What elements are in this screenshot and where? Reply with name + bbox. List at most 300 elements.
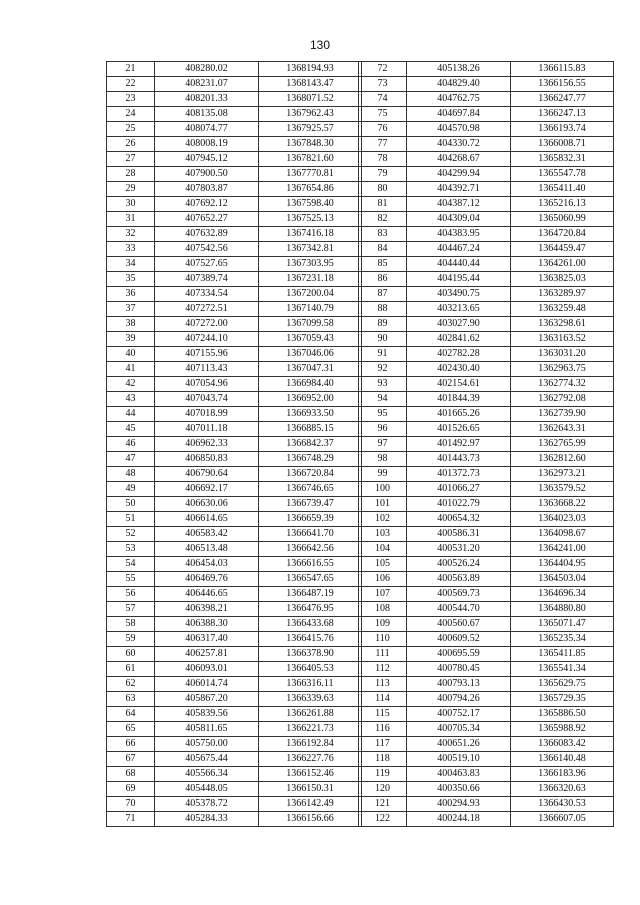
point-number-cell: 96 [359,422,407,437]
point-number-cell: 32 [107,227,155,242]
point-number-cell: 76 [359,122,407,137]
x-coordinate-cell: 407244.10 [155,332,259,347]
y-coordinate-cell: 1364098.67 [511,527,614,542]
x-coordinate-cell: 404383.95 [407,227,511,242]
x-coordinate-cell: 405839.56 [155,707,259,722]
point-number-cell: 117 [359,737,407,752]
y-coordinate-cell: 1366142.49 [259,797,362,812]
y-coordinate-cell: 1362774.32 [511,377,614,392]
table-row [359,452,614,467]
table-row [107,662,362,677]
x-coordinate-cell: 405811.65 [155,722,259,737]
point-number-cell: 62 [107,677,155,692]
point-number-cell: 54 [107,557,155,572]
point-number-cell: 110 [359,632,407,647]
table-row [359,137,614,152]
x-coordinate-cell: 400519.10 [407,752,511,767]
x-coordinate-cell: 406790.64 [155,467,259,482]
y-coordinate-cell: 1362739.90 [511,407,614,422]
x-coordinate-cell: 405867.20 [155,692,259,707]
point-number-cell: 101 [359,497,407,512]
point-number-cell: 22 [107,77,155,92]
point-number-cell: 44 [107,407,155,422]
point-number-cell: 58 [107,617,155,632]
y-coordinate-cell: 1366156.55 [511,77,614,92]
point-number-cell: 33 [107,242,155,257]
x-coordinate-cell: 402841.62 [407,332,511,347]
point-number-cell: 87 [359,287,407,302]
table-row [107,737,362,752]
x-coordinate-cell: 400244.18 [407,812,511,827]
point-number-cell: 29 [107,182,155,197]
y-coordinate-cell: 1364459.47 [511,242,614,257]
y-coordinate-cell: 1367342.81 [259,242,362,257]
table-row [107,362,362,377]
point-number-cell: 73 [359,77,407,92]
y-coordinate-cell: 1366885.15 [259,422,362,437]
x-coordinate-cell: 407527.65 [155,257,259,272]
x-coordinate-cell: 406614.65 [155,512,259,527]
point-number-cell: 70 [107,797,155,812]
y-coordinate-cell: 1366316.11 [259,677,362,692]
x-coordinate-cell: 400560.67 [407,617,511,632]
table-row [107,272,362,287]
y-coordinate-cell: 1366607.05 [511,812,614,827]
x-coordinate-cell: 407334.54 [155,287,259,302]
table-row [107,512,362,527]
x-coordinate-cell: 406850.83 [155,452,259,467]
table-row [107,227,362,242]
table-row [107,167,362,182]
y-coordinate-cell: 1364261.00 [511,257,614,272]
y-coordinate-cell: 1367848.30 [259,137,362,152]
y-coordinate-cell: 1367303.95 [259,257,362,272]
y-coordinate-cell: 1366150.31 [259,782,362,797]
y-coordinate-cell: 1366227.76 [259,752,362,767]
point-number-cell: 47 [107,452,155,467]
y-coordinate-cell: 1364503.04 [511,572,614,587]
y-coordinate-cell: 1367962.43 [259,107,362,122]
x-coordinate-cell: 404387.12 [407,197,511,212]
table-row [359,572,614,587]
y-coordinate-cell: 1363163.52 [511,332,614,347]
point-number-cell: 105 [359,557,407,572]
point-number-cell: 26 [107,137,155,152]
x-coordinate-cell: 404440.44 [407,257,511,272]
table-row [107,527,362,542]
point-number-cell: 48 [107,467,155,482]
x-coordinate-cell: 407542.56 [155,242,259,257]
x-coordinate-cell: 407692.12 [155,197,259,212]
table-row [107,797,362,812]
table-row [359,317,614,332]
point-number-cell: 55 [107,572,155,587]
y-coordinate-cell: 1363668.22 [511,497,614,512]
x-coordinate-cell: 401022.79 [407,497,511,512]
x-coordinate-cell: 405750.00 [155,737,259,752]
y-coordinate-cell: 1366183.96 [511,767,614,782]
x-coordinate-cell: 407043.74 [155,392,259,407]
x-coordinate-cell: 404829.40 [407,77,511,92]
y-coordinate-cell: 1366008.71 [511,137,614,152]
y-coordinate-cell: 1363579.52 [511,482,614,497]
table-row [107,437,362,452]
point-number-cell: 90 [359,332,407,347]
x-coordinate-cell: 402430.40 [407,362,511,377]
y-coordinate-cell: 1366933.50 [259,407,362,422]
point-number-cell: 43 [107,392,155,407]
y-coordinate-cell: 1366659.39 [259,512,362,527]
x-coordinate-cell: 407900.50 [155,167,259,182]
point-number-cell: 99 [359,467,407,482]
x-coordinate-cell: 405566.34 [155,767,259,782]
x-coordinate-cell: 406630.06 [155,497,259,512]
table-row [107,692,362,707]
x-coordinate-cell: 400609.52 [407,632,511,647]
y-coordinate-cell: 1366193.74 [511,122,614,137]
point-number-cell: 80 [359,182,407,197]
table-row [359,437,614,452]
point-number-cell: 61 [107,662,155,677]
table-row [359,167,614,182]
y-coordinate-cell: 1365060.99 [511,212,614,227]
table-row [359,737,614,752]
x-coordinate-cell: 406513.48 [155,542,259,557]
table-row [107,212,362,227]
x-coordinate-cell: 400695.59 [407,647,511,662]
x-coordinate-cell: 405378.72 [155,797,259,812]
x-coordinate-cell: 400705.34 [407,722,511,737]
table-row [359,77,614,92]
point-number-cell: 89 [359,317,407,332]
y-coordinate-cell: 1367525.13 [259,212,362,227]
point-number-cell: 95 [359,407,407,422]
y-coordinate-cell: 1367200.04 [259,287,362,302]
y-coordinate-cell: 1364023.03 [511,512,614,527]
x-coordinate-cell: 400780.45 [407,662,511,677]
point-number-cell: 52 [107,527,155,542]
table-row [107,677,362,692]
table-row [359,542,614,557]
y-coordinate-cell: 1362643.31 [511,422,614,437]
y-coordinate-cell: 1367099.58 [259,317,362,332]
table-row [359,227,614,242]
table-row [359,332,614,347]
y-coordinate-cell: 1366430.53 [511,797,614,812]
table-row [107,377,362,392]
table-row [107,122,362,137]
point-number-cell: 104 [359,542,407,557]
table-row [107,407,362,422]
point-number-cell: 49 [107,482,155,497]
point-number-cell: 107 [359,587,407,602]
y-coordinate-cell: 1368143.47 [259,77,362,92]
x-coordinate-cell: 404195.44 [407,272,511,287]
table-row [359,752,614,767]
y-coordinate-cell: 1366152.46 [259,767,362,782]
y-coordinate-cell: 1366156.66 [259,812,362,827]
table-row [359,392,614,407]
table-row [107,62,362,77]
point-number-cell: 38 [107,317,155,332]
y-coordinate-cell: 1367231.18 [259,272,362,287]
table-row [359,647,614,662]
x-coordinate-cell: 407389.74 [155,272,259,287]
y-coordinate-cell: 1366746.65 [259,482,362,497]
y-coordinate-cell: 1365832.31 [511,152,614,167]
table-row [107,137,362,152]
x-coordinate-cell: 400526.24 [407,557,511,572]
x-coordinate-cell: 406398.21 [155,602,259,617]
point-number-cell: 34 [107,257,155,272]
y-coordinate-cell: 1365411.85 [511,647,614,662]
table-row [359,767,614,782]
point-number-cell: 79 [359,167,407,182]
y-coordinate-cell: 1368071.52 [259,92,362,107]
x-coordinate-cell: 404309.04 [407,212,511,227]
y-coordinate-cell: 1366487.19 [259,587,362,602]
point-number-cell: 35 [107,272,155,287]
x-coordinate-cell: 406583.42 [155,527,259,542]
point-number-cell: 121 [359,797,407,812]
table-row [107,467,362,482]
table-row [107,722,362,737]
y-coordinate-cell: 1366415.76 [259,632,362,647]
point-number-cell: 120 [359,782,407,797]
table-row [107,632,362,647]
point-number-cell: 27 [107,152,155,167]
table-row [359,62,614,77]
y-coordinate-cell: 1366748.29 [259,452,362,467]
x-coordinate-cell: 407272.51 [155,302,259,317]
x-coordinate-cell: 406692.17 [155,482,259,497]
x-coordinate-cell: 404330.72 [407,137,511,152]
table-row [107,752,362,767]
table-row [359,302,614,317]
point-number-cell: 100 [359,482,407,497]
table-row [359,527,614,542]
x-coordinate-cell: 400531.20 [407,542,511,557]
x-coordinate-cell: 407945.12 [155,152,259,167]
y-coordinate-cell: 1366378.90 [259,647,362,662]
y-coordinate-cell: 1365411.40 [511,182,614,197]
table-row [359,602,614,617]
y-coordinate-cell: 1364720.84 [511,227,614,242]
point-number-cell: 74 [359,92,407,107]
point-number-cell: 86 [359,272,407,287]
x-coordinate-cell: 405138.26 [407,62,511,77]
point-number-cell: 119 [359,767,407,782]
x-coordinate-cell: 406446.65 [155,587,259,602]
table-row [359,92,614,107]
point-number-cell: 85 [359,257,407,272]
y-coordinate-cell: 1364241.00 [511,542,614,557]
table-row [359,797,614,812]
point-number-cell: 81 [359,197,407,212]
point-number-cell: 31 [107,212,155,227]
y-coordinate-cell: 1366320.63 [511,782,614,797]
table-row [107,782,362,797]
table-row [107,812,362,827]
table-row [359,557,614,572]
point-number-cell: 114 [359,692,407,707]
x-coordinate-cell: 408135.08 [155,107,259,122]
table-row [359,497,614,512]
x-coordinate-cell: 401066.27 [407,482,511,497]
table-row [359,377,614,392]
table-row [107,257,362,272]
table-row [359,197,614,212]
table-row [359,287,614,302]
point-number-cell: 113 [359,677,407,692]
x-coordinate-cell: 408231.07 [155,77,259,92]
table-row [107,557,362,572]
x-coordinate-cell: 408008.19 [155,137,259,152]
table-row [107,92,362,107]
point-number-cell: 106 [359,572,407,587]
x-coordinate-cell: 406962.33 [155,437,259,452]
point-number-cell: 37 [107,302,155,317]
x-coordinate-cell: 407018.99 [155,407,259,422]
y-coordinate-cell: 1366476.95 [259,602,362,617]
x-coordinate-cell: 406014.74 [155,677,259,692]
y-coordinate-cell: 1365547.78 [511,167,614,182]
y-coordinate-cell: 1367046.06 [259,347,362,362]
x-coordinate-cell: 407632.89 [155,227,259,242]
x-coordinate-cell: 406317.40 [155,632,259,647]
y-coordinate-cell: 1362812.60 [511,452,614,467]
table-row [107,587,362,602]
x-coordinate-cell: 401372.73 [407,467,511,482]
point-number-cell: 115 [359,707,407,722]
y-coordinate-cell: 1366984.40 [259,377,362,392]
table-row [107,482,362,497]
table-row [107,107,362,122]
table-row [107,497,362,512]
table-row [107,602,362,617]
point-number-cell: 112 [359,662,407,677]
y-coordinate-cell: 1366739.47 [259,497,362,512]
x-coordinate-cell: 403490.75 [407,287,511,302]
table-row [359,257,614,272]
table-row [107,302,362,317]
table-row [359,512,614,527]
coordinate-table-right [358,61,614,827]
x-coordinate-cell: 400794.26 [407,692,511,707]
point-number-cell: 36 [107,287,155,302]
table-row [107,287,362,302]
x-coordinate-cell: 400654.32 [407,512,511,527]
x-coordinate-cell: 400586.31 [407,527,511,542]
y-coordinate-cell: 1366616.55 [259,557,362,572]
point-number-cell: 23 [107,92,155,107]
point-number-cell: 78 [359,152,407,167]
x-coordinate-cell: 407803.87 [155,182,259,197]
table-row [359,422,614,437]
y-coordinate-cell: 1362963.75 [511,362,614,377]
y-coordinate-cell: 1366720.84 [259,467,362,482]
point-number-cell: 66 [107,737,155,752]
point-number-cell: 25 [107,122,155,137]
y-coordinate-cell: 1367770.81 [259,167,362,182]
y-coordinate-cell: 1365886.50 [511,707,614,722]
x-coordinate-cell: 408280.02 [155,62,259,77]
y-coordinate-cell: 1363825.03 [511,272,614,287]
point-number-cell: 69 [107,782,155,797]
point-number-cell: 97 [359,437,407,452]
y-coordinate-cell: 1367416.18 [259,227,362,242]
x-coordinate-cell: 406469.76 [155,572,259,587]
point-number-cell: 102 [359,512,407,527]
point-number-cell: 116 [359,722,407,737]
table-row [359,212,614,227]
y-coordinate-cell: 1366842.37 [259,437,362,452]
x-coordinate-cell: 405284.33 [155,812,259,827]
x-coordinate-cell: 403213.65 [407,302,511,317]
table-row [107,332,362,347]
table-row [359,467,614,482]
point-number-cell: 63 [107,692,155,707]
table-row [107,452,362,467]
x-coordinate-cell: 405675.44 [155,752,259,767]
table-row [359,677,614,692]
table-row [107,317,362,332]
y-coordinate-cell: 1366261.88 [259,707,362,722]
y-coordinate-cell: 1365071.47 [511,617,614,632]
coordinate-table-left [106,61,362,827]
table-row [359,662,614,677]
table-row [359,242,614,257]
y-coordinate-cell: 1362792.08 [511,392,614,407]
y-coordinate-cell: 1366405.53 [259,662,362,677]
x-coordinate-cell: 402782.28 [407,347,511,362]
table-row [107,242,362,257]
x-coordinate-cell: 404392.71 [407,182,511,197]
x-coordinate-cell: 406454.03 [155,557,259,572]
point-number-cell: 108 [359,602,407,617]
point-number-cell: 84 [359,242,407,257]
x-coordinate-cell: 407113.43 [155,362,259,377]
x-coordinate-cell: 404697.84 [407,107,511,122]
y-coordinate-cell: 1366433.68 [259,617,362,632]
point-number-cell: 91 [359,347,407,362]
x-coordinate-cell: 400350.66 [407,782,511,797]
x-coordinate-cell: 400294.93 [407,797,511,812]
x-coordinate-cell: 408074.77 [155,122,259,137]
point-number-cell: 45 [107,422,155,437]
table-row [359,362,614,377]
y-coordinate-cell: 1366642.56 [259,542,362,557]
y-coordinate-cell: 1366247.77 [511,92,614,107]
y-coordinate-cell: 1363259.48 [511,302,614,317]
table-row [107,392,362,407]
x-coordinate-cell: 400752.17 [407,707,511,722]
point-number-cell: 53 [107,542,155,557]
y-coordinate-cell: 1366115.83 [511,62,614,77]
y-coordinate-cell: 1367047.31 [259,362,362,377]
x-coordinate-cell: 400569.73 [407,587,511,602]
point-number-cell: 24 [107,107,155,122]
x-coordinate-cell: 400651.26 [407,737,511,752]
table-row [359,272,614,287]
point-number-cell: 39 [107,332,155,347]
x-coordinate-cell: 406388.30 [155,617,259,632]
point-number-cell: 51 [107,512,155,527]
x-coordinate-cell: 404762.75 [407,92,511,107]
point-number-cell: 83 [359,227,407,242]
y-coordinate-cell: 1365216.13 [511,197,614,212]
table-row [107,197,362,212]
